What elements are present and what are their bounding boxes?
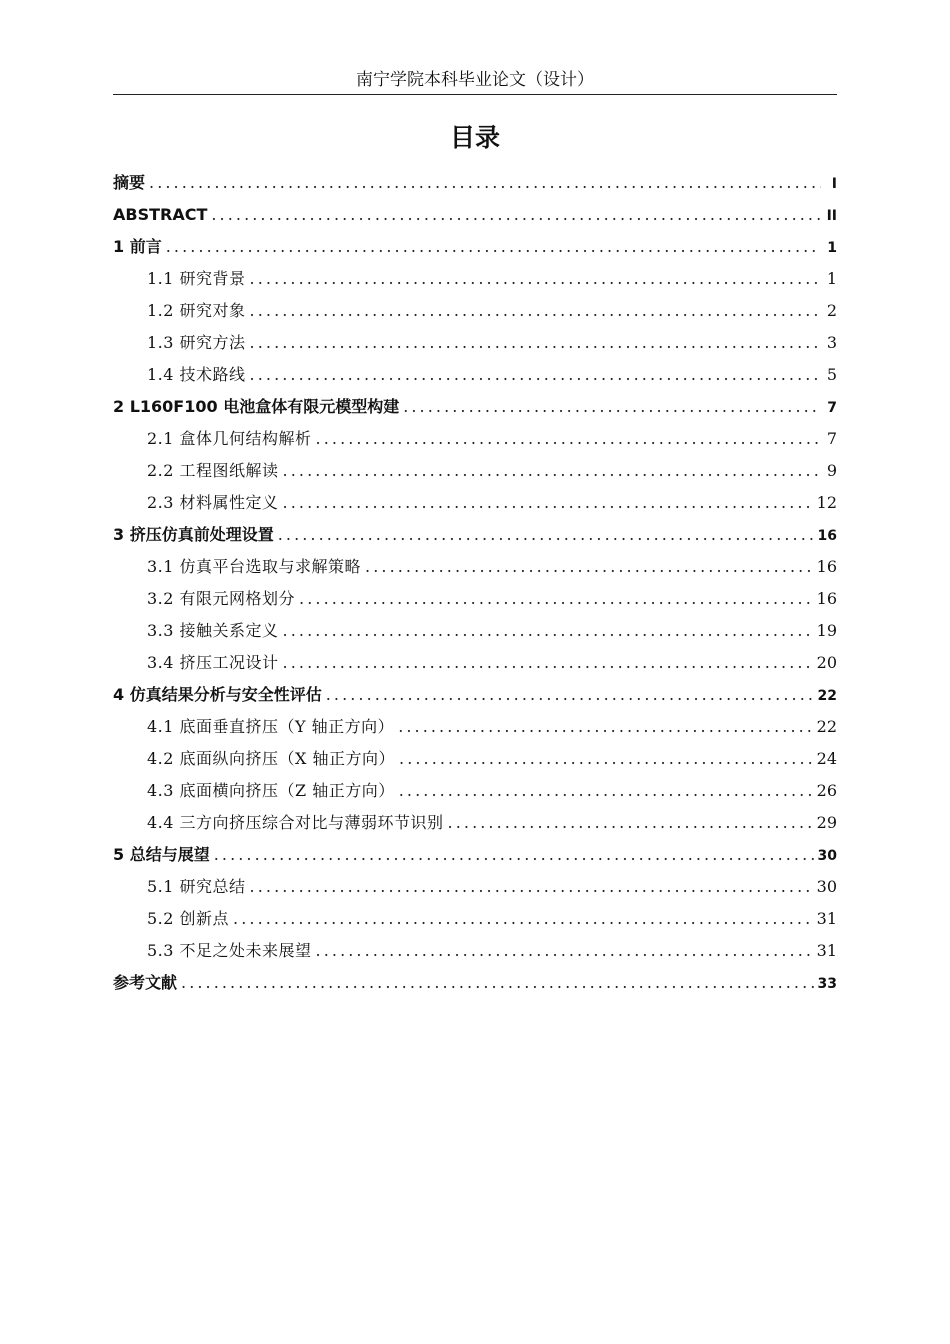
dot-leader: [299, 583, 813, 615]
toc-page-number: 30: [817, 848, 837, 864]
page-title: 目录: [449, 123, 500, 152]
toc-entry[interactable]: [113, 807, 837, 839]
toc-page-number: 31: [816, 941, 837, 960]
toc-entry-text: 4.3 底面横向挤压（Z 轴正方向）: [147, 781, 395, 800]
dot-leader: [398, 711, 812, 743]
toc-entry-text: 1.2 研究对象: [147, 301, 246, 320]
dot-leader: [448, 807, 813, 839]
toc-entry-text: 4 仿真结果分析与安全性评估: [113, 685, 322, 704]
dot-leader: [283, 487, 813, 519]
dot-leader: [211, 199, 821, 231]
toc-entry[interactable]: [113, 551, 837, 583]
toc-entry-text: 2.2 工程图纸解读: [147, 461, 279, 480]
toc-page-number: 20: [816, 653, 837, 672]
toc-entry-text: 5.3 不足之处未来展望: [147, 941, 312, 960]
toc-page-number: 16: [816, 557, 837, 576]
dot-leader: [316, 935, 813, 967]
dot-leader: [250, 295, 821, 327]
toc-entry[interactable]: [113, 359, 837, 391]
toc-entry[interactable]: [113, 903, 837, 935]
toc-page-number: 33: [817, 976, 837, 992]
dot-leader: [365, 551, 813, 583]
dot-leader: [214, 839, 814, 871]
toc-page-number: 24: [816, 749, 837, 768]
dot-leader: [399, 775, 813, 807]
toc-entry[interactable]: [113, 711, 837, 743]
toc-entry[interactable]: [113, 839, 837, 871]
dot-leader: [283, 455, 821, 487]
toc-page-number: 26: [816, 781, 837, 800]
toc-entry-text: 参考文献: [113, 973, 178, 992]
toc-page-number: 16: [817, 528, 837, 544]
toc-entry-text: 摘要: [113, 173, 146, 192]
toc-page-number: II: [826, 208, 837, 224]
dot-leader: [278, 519, 814, 551]
toc-page-number: 7: [827, 400, 837, 416]
toc-entry-text: 5 总结与展望: [113, 845, 210, 864]
toc-page-number: 2: [826, 301, 837, 320]
toc-entry[interactable]: [113, 583, 837, 615]
dot-leader: [166, 231, 821, 263]
toc-page-number: 31: [816, 909, 837, 928]
toc-entry[interactable]: [113, 423, 837, 455]
toc-entry-text: 1.4 技术路线: [147, 365, 246, 384]
dot-leader: [399, 743, 813, 775]
dot-leader: [250, 871, 813, 903]
toc-entry[interactable]: [113, 679, 837, 711]
toc-page-number: 12: [816, 493, 837, 512]
toc-entry[interactable]: [113, 615, 837, 647]
dot-leader: [283, 647, 813, 679]
toc-entry[interactable]: [113, 871, 837, 903]
toc-page-number: 16: [816, 589, 837, 608]
toc-page-number: 29: [816, 813, 837, 832]
table-of-contents: [113, 167, 837, 999]
toc-page-number: 22: [817, 688, 837, 704]
toc-entry[interactable]: [113, 295, 837, 327]
toc-entry[interactable]: [113, 519, 837, 551]
toc-entry-text: 5.1 研究总结: [147, 877, 246, 896]
toc-entry-text: 1.1 研究背景: [147, 269, 246, 288]
toc-entry[interactable]: [113, 967, 837, 999]
toc-entry-text: 3.3 接触关系定义: [147, 621, 279, 640]
toc-entry[interactable]: [113, 391, 837, 423]
dot-leader: [283, 615, 813, 647]
toc-entry[interactable]: [113, 743, 837, 775]
dot-leader: [403, 391, 821, 423]
toc-entry-text: 5.2 创新点: [147, 909, 230, 928]
toc-entry-text: 1 前言: [113, 237, 162, 256]
toc-entry[interactable]: [113, 487, 837, 519]
dot-leader: [250, 327, 821, 359]
toc-entry-text: 4.4 三方向挤压综合对比与薄弱环节识别: [147, 813, 444, 832]
running-header: 南宁学院本科毕业论文（设计）: [113, 66, 837, 95]
toc-page-number: 22: [816, 717, 837, 736]
toc-entry-text: 3.1 仿真平台选取与求解策略: [147, 557, 362, 576]
dot-leader: [316, 423, 821, 455]
toc-entry-text: 2 L160F100 电池盒体有限元模型构建: [113, 397, 400, 416]
toc-page-number: 1: [826, 269, 837, 288]
dot-leader: [250, 263, 821, 295]
toc-page-number: 5: [826, 365, 837, 384]
toc-entry-text: 4.2 底面纵向挤压（X 轴正方向）: [147, 749, 396, 768]
toc-entry[interactable]: [113, 647, 837, 679]
dot-leader: [326, 679, 814, 711]
toc-page-number: 9: [826, 461, 837, 480]
dot-leader: [181, 967, 814, 999]
toc-page-number: 1: [827, 240, 837, 256]
toc-entry[interactable]: [113, 775, 837, 807]
toc-entry-text: ABSTRACT: [113, 205, 208, 224]
dot-leader: [250, 359, 821, 391]
toc-page-number: 3: [826, 333, 837, 352]
toc-entry-text: 2.1 盒体几何结构解析: [147, 429, 312, 448]
toc-entry[interactable]: [113, 263, 837, 295]
toc-entry-text: 1.3 研究方法: [147, 333, 246, 352]
toc-entry[interactable]: [113, 327, 837, 359]
toc-entry[interactable]: [113, 199, 837, 231]
toc-entry[interactable]: [113, 167, 837, 199]
toc-entry[interactable]: [113, 935, 837, 967]
toc-page-number: 30: [816, 877, 837, 896]
toc-page-number: 7: [826, 429, 837, 448]
dot-leader: [149, 167, 821, 199]
toc-entry-text: 3.4 挤压工况设计: [147, 653, 279, 672]
toc-entry-text: 2.3 材料属性定义: [147, 493, 279, 512]
toc-entry-text: 4.1 底面垂直挤压（Y 轴正方向）: [147, 717, 395, 736]
dot-leader: [233, 903, 813, 935]
toc-entry[interactable]: [113, 231, 837, 263]
toc-entry-text: 3 挤压仿真前处理设置: [113, 525, 274, 544]
toc-entry-text: 3.2 有限元网格划分: [147, 589, 296, 608]
toc-page-number: 19: [816, 621, 837, 640]
toc-page-number: I: [831, 176, 837, 192]
toc-entry[interactable]: [113, 455, 837, 487]
